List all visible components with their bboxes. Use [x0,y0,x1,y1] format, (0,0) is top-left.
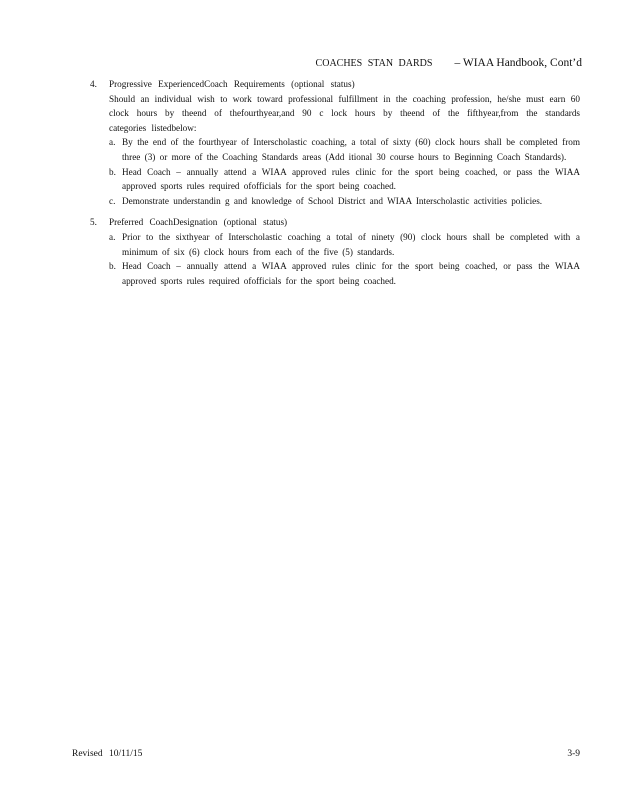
list-item [109,194,580,209]
section-number: 5. [90,217,97,228]
page-content [90,77,580,295]
list-item [109,135,580,164]
section-title: Preferred CoachDesignation (optional status) [109,217,288,228]
page-header [316,57,582,69]
header-document-label: – WIAA Handbook, Cont’d [454,57,582,69]
section-title: Progressive ExperiencedCoach Requirements (optional status) [109,79,355,89]
header-section-label: COACHES STAN DARDS [315,58,433,69]
list-item [109,259,580,288]
page-number: 3-9 [567,749,580,759]
list-item [109,165,580,194]
list-item-text: By the end of the fourthyear of Interscholastic coaching, a total of sixty (60) clock hours shall be completed from three (3) or more of the Coaching Standards areas (Add itional 30 course hours to Beginning Coach Standards). [122,137,580,162]
revised-date: Revised 10/11/15 [72,749,143,759]
list-item-text: Head Coach – annually attend a WIAA approved rules clinic for the sport being coached, or pass the WIAA approved sports rules required ofofficials for the sport being coached. [122,166,580,192]
list-item-text: Head Coach – annually attend a WIAA approved rules clinic for the sport being coached, or pass the WIAA approved sports rules required ofofficials for the sport being coached. [122,261,580,286]
list-item [109,230,580,259]
section-number: 4. [90,79,97,89]
section-preferred-coach-designation [90,215,580,288]
list-item-letter: a. [109,231,116,242]
list-item-letter: a. [109,137,116,148]
section-progressive-experienced-coach [90,77,580,208]
section-intro: Should an individual wish to work toward professional fulfillment in the coaching profession, he/she must earn 60 clock hours by theend of thefourthyear,and 90 c lock hours by theend of the fifthyear,from the standards categories listedbelow: [109,93,580,133]
list-item-letter: c. [109,195,116,206]
list-item-text: Prior to the sixthyear of Interscholastic coaching a total of ninety (90) clock hours shall be completed with a minimum of six (6) clock hours from each of the five (5) standards. [122,231,580,257]
list-item-letter: b. [109,261,116,272]
list-item-letter: b. [109,166,116,177]
list-item-text: Demonstrate understandin g and knowledge of School District and WIAA Interscholastic activities policies. [122,195,543,206]
